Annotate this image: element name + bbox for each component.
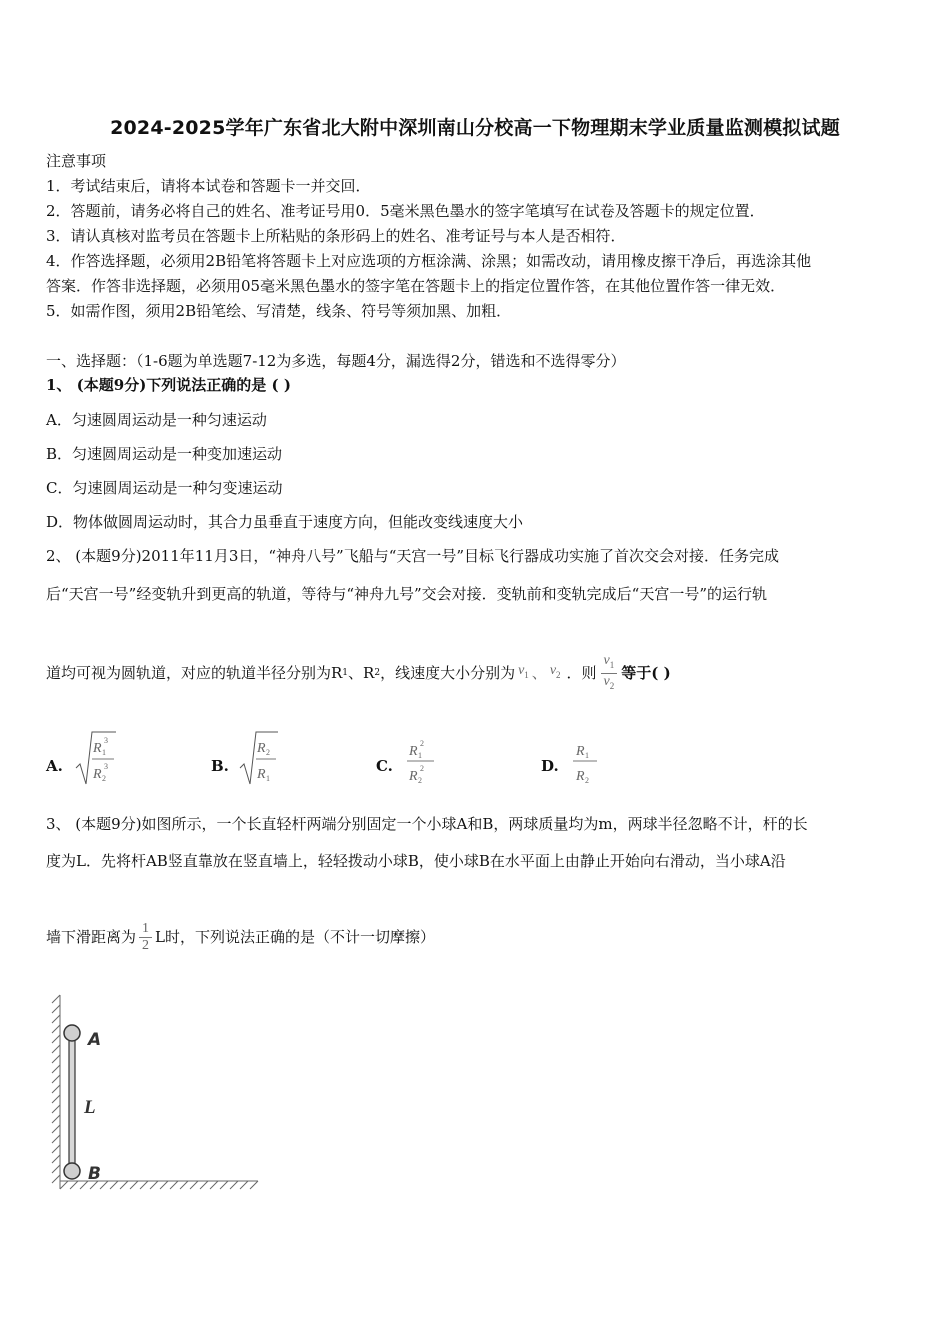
q2-text: 、R: [348, 664, 375, 682]
q2-option-d-formula: [570, 734, 600, 792]
svg-text:3: 3: [104, 736, 108, 745]
svg-text:R: R: [409, 769, 418, 784]
notice-item: 1．考试结束后，请将本试卷和答题卡一并交回．: [46, 177, 371, 195]
symbol-v2: $v_2$: [549, 663, 561, 680]
sqrt-icon: [238, 730, 282, 788]
q2-line-3: [46, 648, 671, 698]
sqrt-icon: [74, 730, 118, 788]
q1-stem: 1、 (本题9分)下列说法正确的是 ( ): [46, 376, 291, 394]
fraction-icon: [404, 734, 438, 788]
ball-b: [64, 1163, 80, 1179]
q3-text: L时，下列说法正确的是（不计一切摩擦）: [155, 928, 435, 946]
q2-option-a-formula: [74, 730, 118, 792]
notice-item: 2．答题前，请务必将自己的姓名、准考证号用0．5毫米黑色墨水的签字笔填写在试卷及答题卡的规定位置．: [46, 202, 765, 220]
rod: [69, 1033, 75, 1171]
q2-text: ．则: [566, 664, 597, 682]
ball-a: [64, 1025, 80, 1041]
notice-item: 答案．作答非选择题，必须用05毫米黑色墨水的签字笔在答题卡上的指定位置作答，在其他位置作答一律无效．: [46, 277, 786, 295]
svg-text:R: R: [576, 744, 585, 759]
fraction-icon: [570, 734, 600, 788]
q3-line-1: 3、 (本题9分)如图所示，一个长直轻杆两端分别固定一个小球A和B，两球质量均为m，两球半径忽略不计，杆的长: [46, 815, 808, 833]
rod-wall-diagram: [46, 993, 266, 1193]
q3-figure: [46, 993, 266, 1197]
q3-line-3: [46, 912, 435, 962]
section-heading: 一、选择题：（1-6题为单选题7-12为多选，每题4分，漏选得2分，错选和不选得零分）: [46, 352, 626, 370]
svg-text:2: 2: [420, 764, 424, 773]
q2-text: 等于( ): [621, 664, 671, 682]
q1-option-b: B．匀速圆周运动是一种变加速运动: [46, 445, 283, 463]
subscript: 1: [342, 668, 349, 678]
notice-item: 3．请认真核对监考员在答题卡上所粘贴的条形码上的姓名、准考证号与本人是否相符．: [46, 227, 626, 245]
q1-option-a: A．匀速圆周运动是一种匀速运动: [46, 411, 267, 429]
svg-text:2: 2: [266, 748, 270, 757]
q2-line-1: 2、 (本题9分)2011年11月3日，“神舟八号”飞船与“天宫一号”目标飞行器成功实施了首次交会对接．任务完成: [46, 547, 780, 565]
q1-option-c: C．匀速圆周运动是一种匀变速运动: [46, 479, 283, 497]
q2-option-a-label: A.: [46, 757, 63, 775]
notice-item: 4．作答选择题，必须用2B铅笔将答题卡上对应选项的方框涂满、涂黑；如需改动，请用橡皮擦干净后，再选涂其他: [46, 252, 812, 270]
svg-text:R: R: [576, 769, 585, 784]
svg-text:1: 1: [418, 751, 422, 760]
notice-heading: 注意事项: [46, 152, 107, 170]
q2-option-c-formula: [404, 734, 438, 792]
label-l: L: [84, 1097, 96, 1118]
svg-text:R: R: [93, 767, 102, 782]
q2-option-b-formula: [238, 730, 282, 792]
q1-option-d: D．物体做圆周运动时，其合力虽垂直于速度方向，但能改变线速度大小: [46, 513, 524, 531]
page-title: 2024-2025学年广东省北大附中深圳南山分校高一下物理期末学业质量监测模拟试题: [110, 117, 840, 139]
label-a: A: [88, 1030, 102, 1050]
svg-text:R: R: [409, 744, 418, 759]
svg-text:3: 3: [104, 762, 108, 771]
svg-text:R: R: [257, 741, 266, 756]
q2-text: ，线速度大小分别为: [380, 664, 516, 682]
q2-option-b-label: B.: [211, 757, 229, 775]
svg-text:2: 2: [585, 776, 589, 785]
q3-text: 墙下滑距离为: [46, 928, 137, 946]
svg-text:R: R: [257, 767, 266, 782]
svg-text:1: 1: [585, 751, 589, 760]
symbol-v1: $v_1$: [518, 663, 529, 680]
q2-option-c-label: C.: [376, 757, 393, 775]
subscript: 2: [374, 668, 381, 678]
q2-option-d-label: D.: [541, 757, 559, 775]
fraction-one-half: $\frac{1}{2}$: [139, 922, 152, 953]
separator: 、: [531, 664, 547, 682]
label-b: B: [88, 1164, 101, 1184]
fraction-v1-over-v2: $\frac{v_1}{v_2}$: [601, 654, 618, 693]
svg-text:2: 2: [420, 739, 424, 748]
svg-text:R: R: [93, 741, 102, 756]
q2-line-2: 后“天宫一号”经变轨升到更高的轨道，等待与“神舟九号”交会对接．变轨前和变轨完成后“天宫一号”的运行轨: [46, 585, 768, 603]
notice-item: 5．如需作图，须用2B铅笔绘、写清楚，线条、符号等须加黑、加粗．: [46, 302, 512, 320]
svg-text:1: 1: [266, 774, 270, 783]
svg-text:2: 2: [418, 776, 422, 785]
svg-text:1: 1: [102, 748, 106, 757]
q2-text: 道均可视为圆轨道，对应的轨道半径分别为R: [46, 664, 343, 682]
q3-line-2: 度为L．先将杆AB竖直靠放在竖直墙上，轻轻拨动小球B，使小球B在水平面上由静止开始向右滑动，当小球A沿: [46, 852, 786, 870]
svg-text:2: 2: [102, 774, 106, 783]
